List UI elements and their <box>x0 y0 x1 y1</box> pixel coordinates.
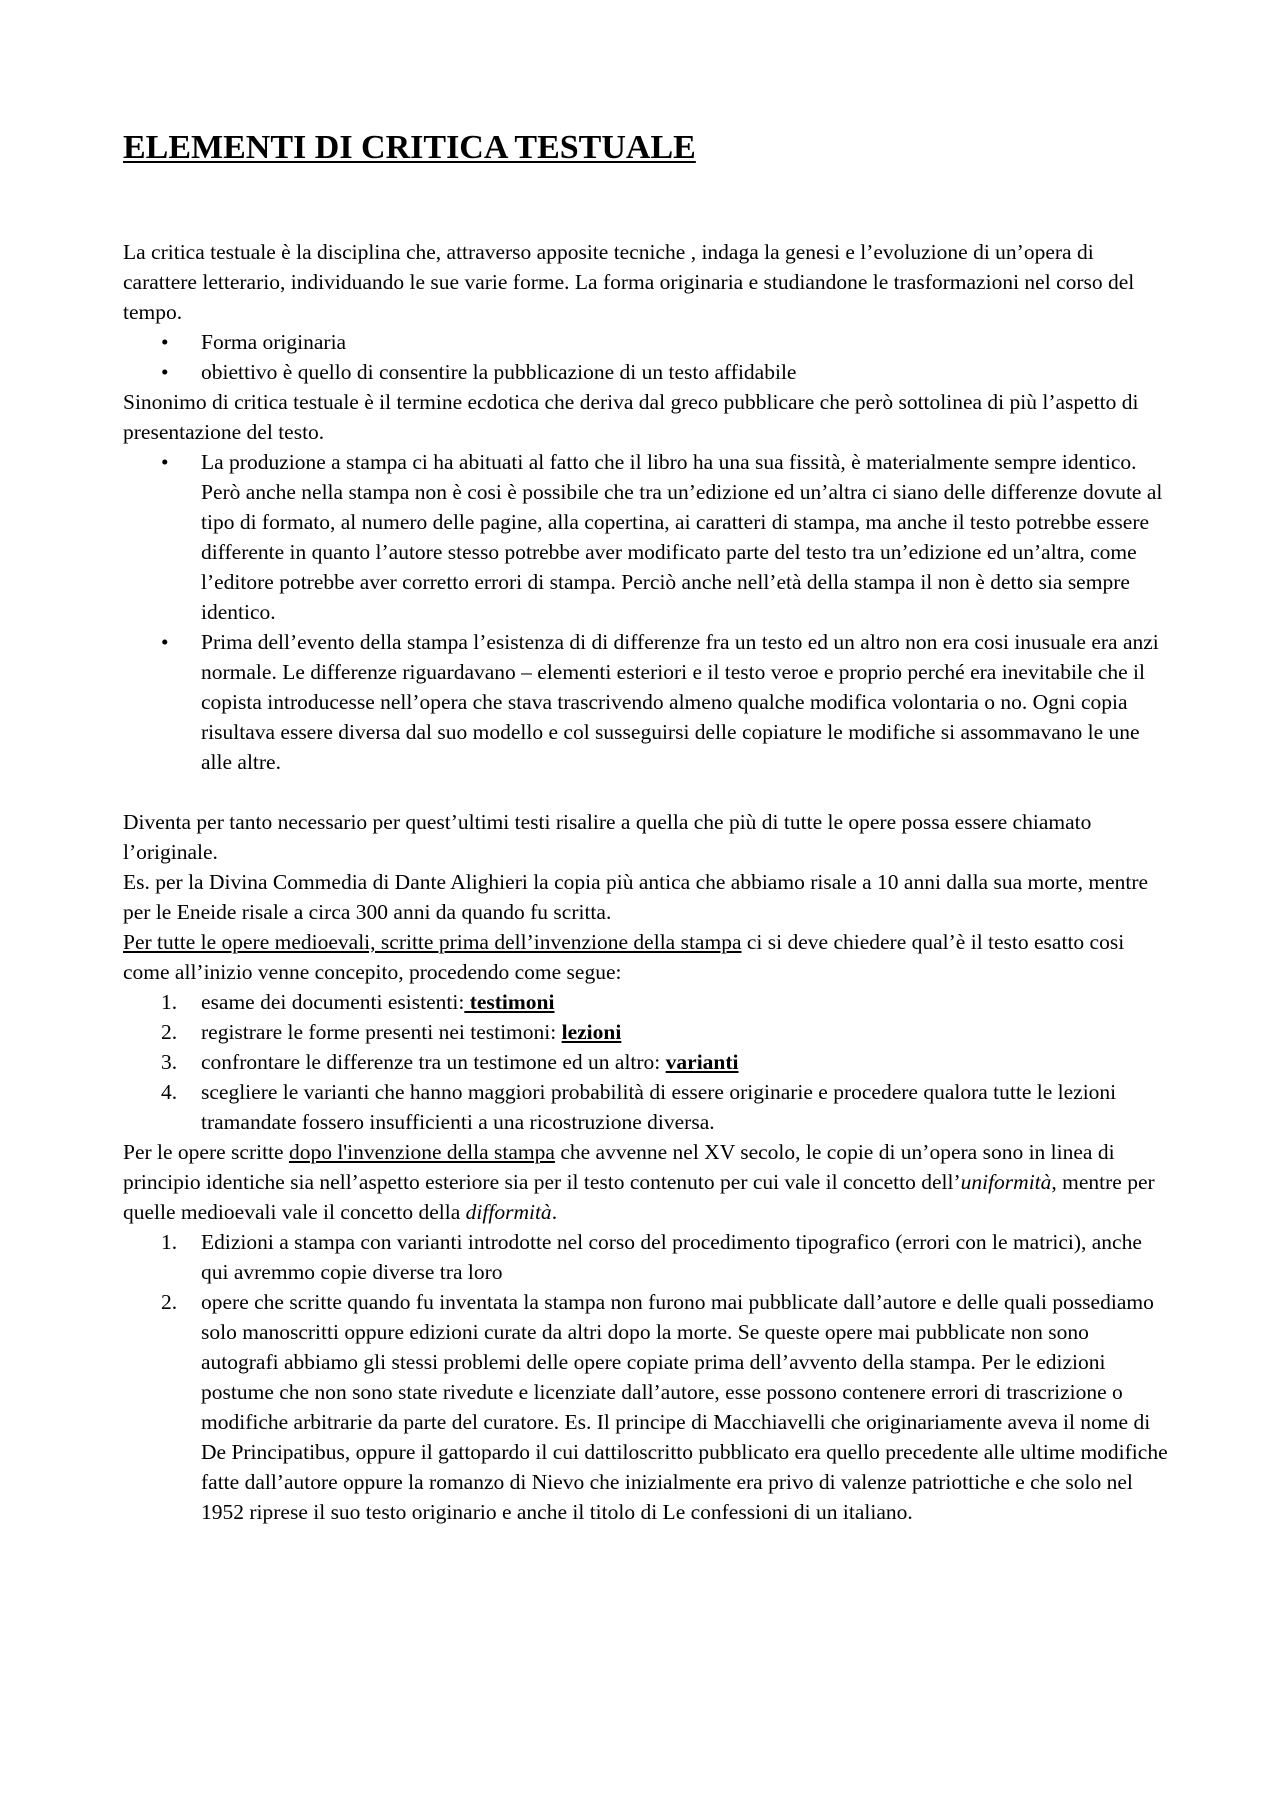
medioevali-paragraph <box>123 927 1168 987</box>
bullet-icon: • <box>161 360 169 384</box>
procedure-list <box>123 987 1168 1137</box>
cases-list <box>123 1227 1168 1527</box>
list-item-text: Prima dell’evento della stampa l’esistenza di di differenze fra un testo ed un altro non era cosi inusuale era anzi normale. Le differenze riguardavano – elementi esteriori e il testo veroe e proprio perché era inevitabile che il copista introducesse nell’opera che stava trascrivendo almeno qualche modifica volontaria o no. Ogni copia risultava essere diversa dal suo modello e col susseguirsi delle copiature le modifiche si assommavano le une alle altre. <box>201 630 1159 774</box>
list-number: 4. <box>161 1080 178 1104</box>
paragraph-text: Per le opere scritte <box>123 1140 289 1164</box>
underlined-phrase: Per tutte le opere medioevali, scritte prima dell’invenzione della stampa <box>123 930 742 954</box>
list-number: 2. <box>161 1290 178 1314</box>
bullet-list-1 <box>123 327 1168 387</box>
list-number: 3. <box>161 1050 178 1074</box>
key-term: testimoni <box>464 990 555 1014</box>
list-item <box>123 987 1168 1017</box>
paragraph-text: . <box>551 1200 558 1224</box>
paragraph-gap <box>123 777 1168 807</box>
list-item <box>123 447 1168 627</box>
list-item <box>123 1227 1168 1287</box>
list-item-text: registrare le forme presenti nei testimoni: <box>201 1020 562 1044</box>
list-item <box>123 1077 1168 1137</box>
document-page <box>123 118 1168 1527</box>
list-item <box>123 1017 1168 1047</box>
document-title: ELEMENTI DI CRITICA TESTUALE <box>123 129 696 166</box>
bullet-icon: • <box>161 450 169 474</box>
list-number: 1. <box>161 1230 178 1254</box>
diventa-paragraph: Diventa per tanto necessario per quest’ultimi testi risalire a quella che più di tutte le opere possa essere chiamato l’originale. <box>123 810 1092 864</box>
intro-paragraph: La critica testuale è la disciplina che, attraverso apposite tecniche , indaga la genesi e l’evoluzione di un’opera di carattere letterario, individuando le sue varie forme. La forma originaria e studiandone le trasformazioni nel corso del tempo. <box>123 240 1135 324</box>
bullet-icon: • <box>161 630 169 654</box>
list-item <box>123 1287 1168 1527</box>
list-item-text: Edizioni a stampa con varianti introdotte nel corso del procedimento tipografico (errori con le matrici), anche qui avremmo copie diverse tra loro <box>201 1230 1142 1284</box>
list-item-text: Forma originaria <box>201 330 347 354</box>
list-item <box>123 1047 1168 1077</box>
list-item <box>123 357 1168 387</box>
list-item-text: opere che scritte quando fu inventata la stampa non furono mai pubblicate dall’autore e delle quali possediamo solo manoscritti oppure edizioni curate da altri dopo la morte. Se queste opere mai pubblicate non sono autografi abbiamo gli stessi problemi delle opere copiate prima dell’avvento della stampa. Per le edizioni postume che non sono state rivedute e licenziate dall’autore, esse possono contenere errori di trascrizione o modifiche arbitrarie da parte del curatore. Es. Il principe di Macchiavelli che originariamente aveva il nome di De Principatibus, oppure il gattopardo il cui dattiloscritto pubblicato era quello precedente alle ultime modifiche fatte dall’autore oppure la romanzo di Nievo che inizialmente era privo di valenze patriottiche e che solo nel 1952 riprese il suo testo originario e anche il titolo di Le confessioni di un italiano. <box>201 1290 1168 1524</box>
list-number: 2. <box>161 1020 178 1044</box>
sinonimo-paragraph: Sinonimo di critica testuale è il termine ecdotica che deriva dal greco pubblicare che però sottolinea di più l’aspetto di presentazione del testo. <box>123 390 1139 444</box>
list-item-text: confrontare le differenze tra un testimone ed un altro: <box>201 1050 666 1074</box>
list-item <box>123 627 1168 777</box>
key-term: lezioni <box>561 1020 622 1044</box>
italic-term: uniformità <box>960 1170 1052 1194</box>
key-term: varianti <box>665 1050 739 1074</box>
bullet-list-2 <box>123 447 1168 777</box>
dopo-paragraph <box>123 1137 1168 1227</box>
list-item <box>123 327 1168 357</box>
list-item-text: obiettivo è quello di consentire la pubblicazione di un testo affidabile <box>201 360 797 384</box>
paragraph-text: , mentre per quelle medioevali vale il concetto della <box>123 1170 1155 1224</box>
list-item-text: scegliere le varianti che hanno maggiori probabilità di essere originarie e procedere qualora tutte le lezioni tramandate fossero insufficienti a una ricostruzione diversa. <box>201 1080 1117 1134</box>
paragraph-text: ci si deve chiedere qual’è il testo esatto cosi come all’inizio venne concepito, procedendo come segue: <box>123 930 1125 984</box>
esempio-paragraph: Es. per la Divina Commedia di Dante Alighieri la copia più antica che abbiamo risale a 10 anni dalla sua morte, mentre per le Eneide risale a circa 300 anni da quando fu scritta. <box>123 870 1149 924</box>
list-item-text: La produzione a stampa ci ha abituati al fatto che il libro ha una sua fissità, è materialmente sempre identico. Però anche nella stampa non è cosi è possibile che tra un’edizione ed un’altra ci siano delle differenze dovute al tipo di formato, al numero delle pagine, alla copertina, ai caratteri di stampa, ma anche il testo potrebbe essere differente in quanto l’autore stesso potrebbe aver modificato parte del testo tra un’edizione ed un’altra, come l’editore potrebbe aver corretto errori di stampa. Perciò anche nell’età della stampa il non è detto sia sempre identico. <box>201 450 1163 624</box>
paragraph-text: che avvenne nel XV secolo, le copie di un’opera sono in linea di principio identiche sia nell’aspetto esteriore sia per il testo contenuto per cui vale il concetto dell’ <box>123 1140 1115 1194</box>
list-item-text: esame dei documenti esistenti: <box>201 990 465 1014</box>
underlined-phrase: dopo l'invenzione della stampa <box>288 1140 555 1164</box>
list-number: 1. <box>161 990 178 1014</box>
bullet-icon: • <box>161 330 169 354</box>
italic-term: difformità <box>465 1200 552 1224</box>
